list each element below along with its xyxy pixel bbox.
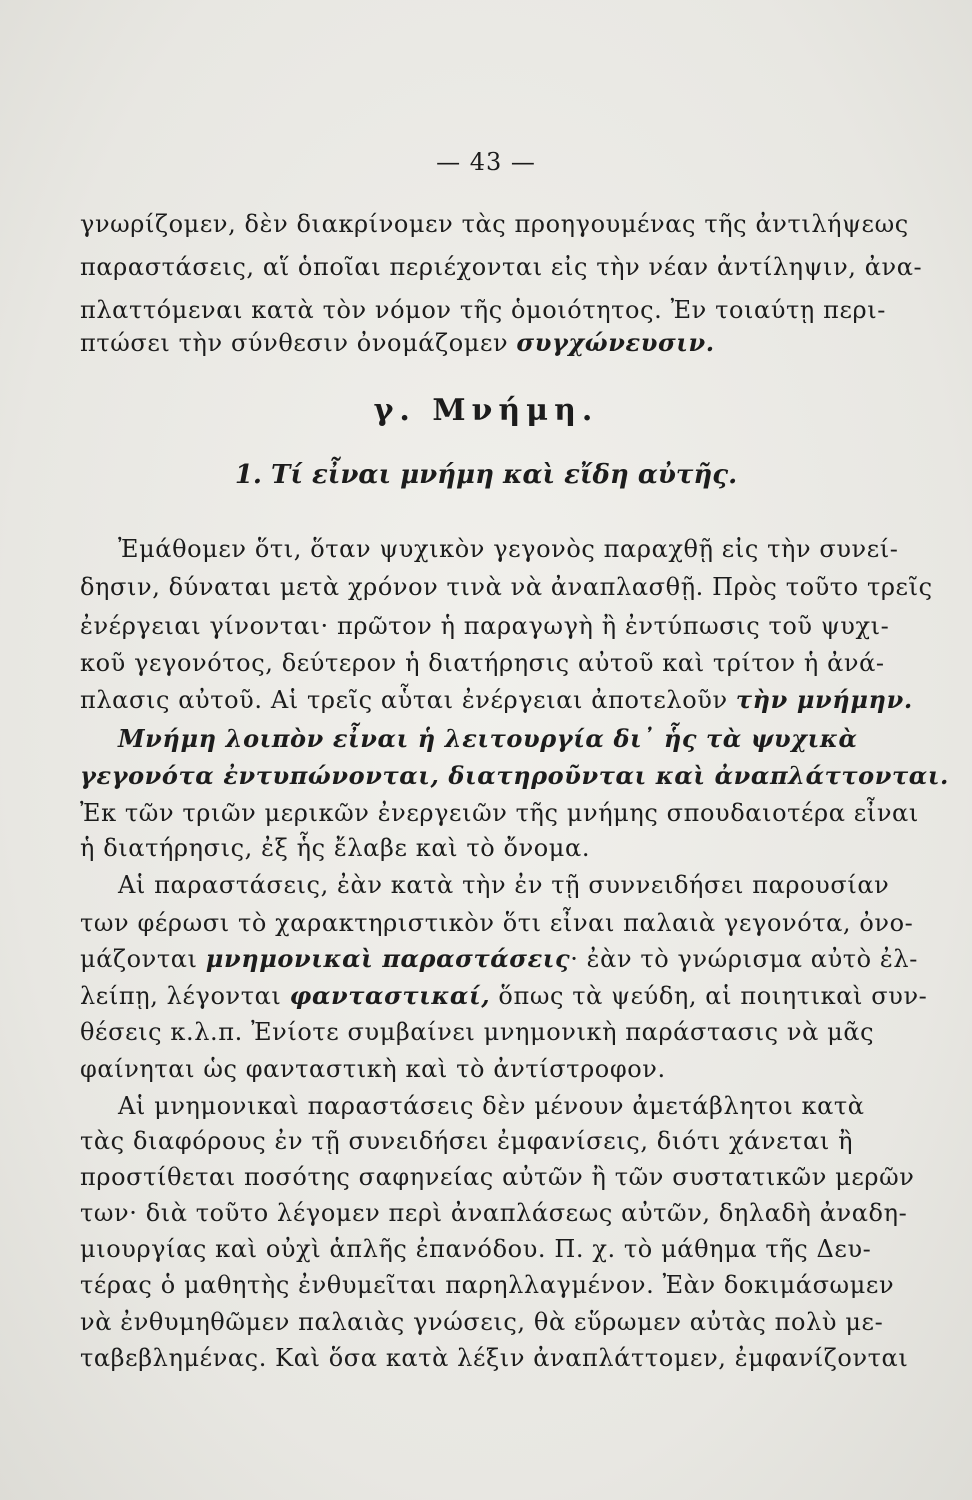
text-span: μάζονται: [80, 945, 206, 973]
text-line: Αἱ μνημονικαὶ παραστάσεις δὲν μένουν ἀμετάβλητοι κατὰ: [118, 1092, 865, 1120]
text-line: τὰς διαφόρους ἐν τῇ συνειδήσει ἐμφανίσεις, διότι χάνεται ἢ: [80, 1127, 854, 1155]
definition-line: γεγονότα ἐντυπώνονται, διατηροῦνται καὶ ἀναπλάττονται.: [80, 761, 950, 790]
text-span: λείπῃ, λέγονται: [80, 982, 290, 1010]
text-line: [80, 326, 880, 360]
text-line: Ἐκ τῶν τριῶν μερικῶν ἐνεργειῶν τῆς μνήμης σπουδαιοτέρα εἶναι: [80, 799, 919, 827]
text-line: γνωρίζομεν, δὲν διακρίνομεν τὰς προηγουμένας τῆς ἀντιλήψεως: [80, 210, 909, 238]
text-line: των φέρωσι τὸ χαρακτηριστικὸν ὅτι εἶναι παλαιὰ γεγονότα, ὀνο-: [80, 909, 914, 937]
text-line: θέσεις κ.λ.π. Ἐνίοτε συμβαίνει μνημονικὴ παράστασις νὰ μᾶς: [80, 1018, 875, 1046]
text-line: [80, 942, 918, 976]
text-line: νὰ ἐνθυμηθῶμεν παλαιὰς γνώσεις, θὰ εὕρωμεν αὐτὰς πολὺ με-: [80, 1308, 884, 1336]
emphasis-term: φανταστικαί,: [289, 981, 491, 1010]
section-title: γ. Μνήμη.: [373, 393, 599, 428]
text-line: ταβεβλημένας. Καὶ ὅσα κατὰ λέξιν ἀναπλάττομεν, ἐμφανίζονται: [80, 1344, 909, 1372]
text-line: ἡ διατήρησις, ἐξ ἧς ἔλαβε καὶ τὸ ὄνομα.: [80, 834, 591, 862]
text-line: μιουργίας καὶ οὐχὶ ἁπλῆς ἐπανόδου. Π. χ. τὸ μάθημα τῆς Δευ-: [80, 1235, 872, 1263]
text-line: δησιν, δύναται μετὰ χρόνον τινὰ νὰ ἀναπλασθῇ. Πρὸς τοῦτο τρεῖς: [80, 573, 933, 601]
subsection-title: 1. Τί εἶναι μνήμη καὶ εἴδη αὐτῆς.: [234, 460, 738, 490]
text-line: [80, 979, 928, 1013]
text-line: προστίθεται ποσότης σαφηνείας αὐτῶν ἢ τῶν συστατικῶν μερῶν: [80, 1163, 915, 1191]
emphasis-term: συγχώνευσιν.: [516, 328, 715, 357]
text-span: · ἐὰν τὸ γνώρισμα αὐτὸ ἐλ-: [570, 945, 918, 973]
text-line: φαίνηται ὡς φανταστικὴ καὶ τὸ ἀντίστροφον.: [80, 1055, 666, 1083]
text-line: παραστάσεις, αἵ ὁποῖαι περιέχονται εἰς τὴν νέαν ἀντίληψιν, ἀνα-: [80, 253, 923, 281]
text-line: ἐνέργειαι γίνονται· πρῶτον ἡ παραγωγὴ ἢ ἐντύπωσις τοῦ ψυχι-: [80, 612, 890, 640]
text-line: πλαττόμεναι κατὰ τὸν νόμον τῆς ὁμοιότητος. Ἐν τοιαύτῃ περι-: [80, 296, 886, 324]
text-line: τέρας ὁ μαθητὴς ἐνθυμεῖται παρηλλαγμένον. Ἐὰν δοκιμάσωμεν: [80, 1271, 895, 1299]
emphasis-term: μνημονικαὶ παραστάσεις: [205, 944, 571, 973]
text-line: Ἐμάθομεν ὅτι, ὅταν ψυχικὸν γεγονὸς παραχθῇ εἰς τὴν συνεί-: [118, 535, 899, 563]
page-number: — 43 —: [436, 148, 536, 176]
text-line: [80, 683, 913, 717]
emphasis-term: τὴν μνήμην.: [735, 685, 913, 714]
text-span: πτώσει τὴν σύνθεσιν ὀνομάζομεν: [80, 329, 517, 357]
text-line: των· διὰ τοῦτο λέγομεν περὶ ἀναπλάσεως αὐτῶν, δηλαδὴ ἀναδη-: [80, 1199, 908, 1227]
definition-line: Μνήμη λοιπὸν εἶναι ἡ λειτουργία δι᾽ ἧς τὰ ψυχικὰ: [118, 724, 858, 753]
text-span: ὅπως τὰ ψεύδη, αἱ ποιητικαὶ συν-: [490, 982, 928, 1010]
text-span: πλασις αὐτοῦ. Αἱ τρεῖς αὗται ἐνέργειαι ἀποτελοῦν: [80, 686, 736, 714]
text-line: κοῦ γεγονότος, δεύτερον ἡ διατήρησις αὐτοῦ καὶ τρίτον ἡ ἀνά-: [80, 649, 885, 677]
text-line: Αἱ παραστάσεις, ἐὰν κατὰ τὴν ἐν τῇ συννειδήσει παρουσίαν: [118, 871, 890, 899]
